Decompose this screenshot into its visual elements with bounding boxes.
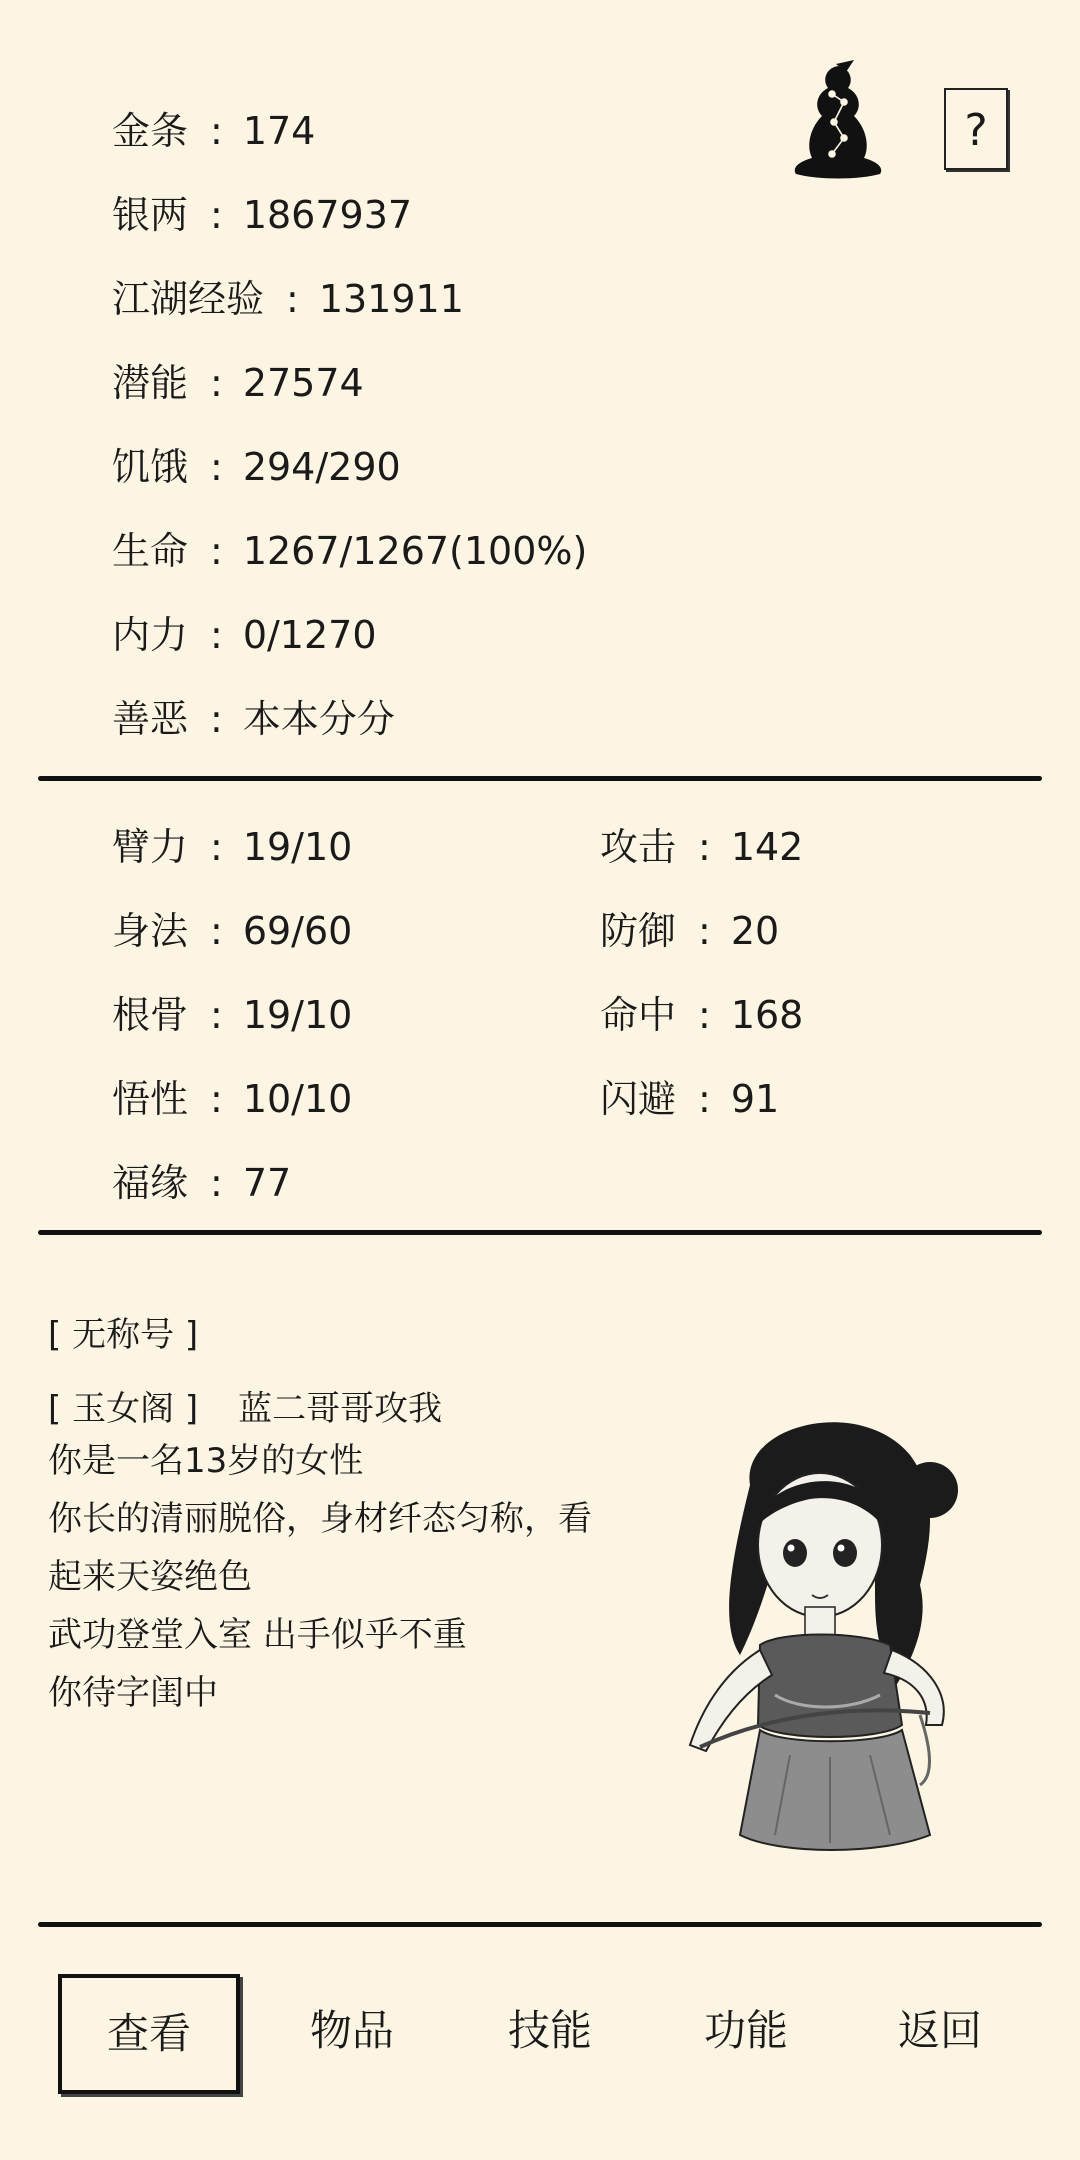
stat-value: 0/1270 bbox=[242, 613, 377, 657]
stat-separator: : bbox=[210, 109, 223, 153]
stat-label: 潜能 bbox=[112, 361, 189, 405]
attr-value: 168 bbox=[730, 993, 804, 1037]
stat-separator: : bbox=[286, 277, 299, 321]
stat-separator: : bbox=[698, 1077, 711, 1121]
attr-label: 根骨 bbox=[112, 993, 189, 1037]
stat-separator: : bbox=[210, 529, 223, 573]
attr-label: 身法 bbox=[112, 909, 189, 953]
stat-separator: : bbox=[210, 697, 223, 741]
character-title: [ 无称号 ] bbox=[48, 1315, 199, 1355]
stat-label: 内力 bbox=[112, 613, 189, 657]
stat-label: 金条 bbox=[112, 109, 189, 153]
tab-items[interactable]: 物品 bbox=[309, 2006, 394, 2055]
stat-value: 1267/1267(100%) bbox=[242, 529, 588, 573]
stat-gold-bars bbox=[112, 109, 316, 153]
stat-separator: : bbox=[210, 1077, 223, 1121]
description-line: 武功登堂入室 出手似乎不重 bbox=[48, 1615, 467, 1655]
tab-view[interactable]: 查看 bbox=[58, 1974, 240, 2094]
stat-morality bbox=[112, 697, 395, 741]
stat-health bbox=[112, 529, 588, 573]
stat-separator: : bbox=[698, 825, 711, 869]
stat-value: 本本分分 bbox=[242, 697, 395, 741]
stat-label: 生命 bbox=[112, 529, 189, 573]
tab-back[interactable]: 返回 bbox=[897, 2006, 982, 2055]
attr-value: 19/10 bbox=[242, 825, 353, 869]
tab-functions[interactable]: 功能 bbox=[703, 2006, 788, 2055]
stat-separator: : bbox=[210, 193, 223, 237]
stat-separator: : bbox=[210, 993, 223, 1037]
stat-separator: : bbox=[698, 909, 711, 953]
stat-value: 294/290 bbox=[242, 445, 401, 489]
stat-separator: : bbox=[210, 445, 223, 489]
help-button[interactable]: ? bbox=[944, 88, 1008, 170]
stat-separator: : bbox=[210, 361, 223, 405]
character-nickname: 蓝二哥哥攻我 bbox=[238, 1389, 443, 1429]
attr-value: 19/10 bbox=[242, 993, 353, 1037]
attr-value: 91 bbox=[730, 1077, 780, 1121]
attr-label: 攻击 bbox=[600, 825, 677, 869]
attr-label: 悟性 bbox=[112, 1077, 189, 1121]
stat-label: 江湖经验 bbox=[112, 277, 265, 321]
attr-strength bbox=[112, 825, 353, 869]
meditating-figure-icon[interactable] bbox=[788, 58, 888, 180]
attr-label: 命中 bbox=[600, 993, 677, 1037]
stat-silver bbox=[112, 193, 413, 237]
stat-potential bbox=[112, 361, 364, 405]
attr-value: 20 bbox=[730, 909, 780, 953]
attr-value: 69/60 bbox=[242, 909, 353, 953]
stat-separator: : bbox=[698, 993, 711, 1037]
attr-value: 77 bbox=[242, 1161, 292, 1205]
attr-value: 10/10 bbox=[242, 1077, 353, 1121]
stat-label: 银两 bbox=[112, 193, 189, 237]
attr-label: 防御 bbox=[600, 909, 677, 953]
attr-agility bbox=[112, 909, 353, 953]
description-line: 你长的清丽脱俗，身材纤态匀称，看 bbox=[48, 1499, 592, 1539]
stat-separator: : bbox=[210, 1161, 223, 1205]
attr-accuracy bbox=[600, 993, 804, 1037]
section-divider bbox=[38, 776, 1042, 781]
description-line: 你是一名13岁的女性 bbox=[48, 1441, 364, 1481]
stat-value: 131911 bbox=[318, 277, 464, 321]
attr-attack bbox=[600, 825, 804, 869]
stat-separator: : bbox=[210, 613, 223, 657]
stat-value: 27574 bbox=[242, 361, 364, 405]
attr-label: 臂力 bbox=[112, 825, 189, 869]
attr-value: 142 bbox=[730, 825, 804, 869]
stat-hunger bbox=[112, 445, 401, 489]
stat-label: 善恶 bbox=[112, 697, 189, 741]
character-sect-line bbox=[48, 1389, 443, 1429]
character-sect: [ 玉女阁 ] bbox=[48, 1389, 199, 1429]
stat-separator: : bbox=[210, 909, 223, 953]
attr-evasion bbox=[600, 1077, 780, 1121]
attr-fortune bbox=[112, 1161, 292, 1205]
stat-experience bbox=[112, 277, 464, 321]
stat-value: 174 bbox=[242, 109, 316, 153]
attr-defense bbox=[600, 909, 780, 953]
attr-comprehension bbox=[112, 1077, 353, 1121]
section-divider bbox=[38, 1922, 1042, 1927]
stat-label: 饥饿 bbox=[112, 445, 189, 489]
description-line: 你待字闺中 bbox=[48, 1673, 218, 1713]
attr-label: 闪避 bbox=[600, 1077, 677, 1121]
stat-value: 1867937 bbox=[242, 193, 413, 237]
description-line: 起来天姿绝色 bbox=[48, 1557, 252, 1597]
stat-inner-power bbox=[112, 613, 377, 657]
tab-skills[interactable]: 技能 bbox=[507, 2006, 592, 2055]
attr-label: 福缘 bbox=[112, 1161, 189, 1205]
character-portrait bbox=[680, 1395, 980, 1855]
section-divider bbox=[38, 1230, 1042, 1235]
stat-separator: : bbox=[210, 825, 223, 869]
attr-constitution bbox=[112, 993, 353, 1037]
